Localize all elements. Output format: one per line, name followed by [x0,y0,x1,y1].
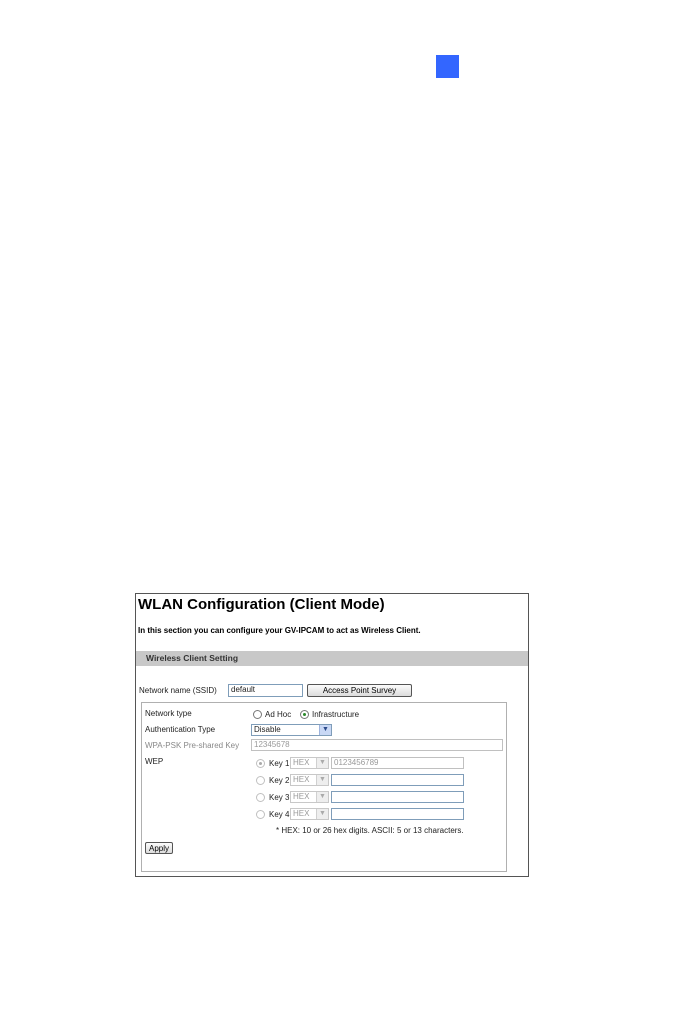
wep-key-4-label: Key 4 [269,810,290,819]
auth-type-label: Authentication Type [145,725,216,734]
wep-key-2-label: Key 2 [269,776,290,785]
wep-key-1-format-select[interactable] [290,757,329,769]
section-title: Wireless Client Setting [146,653,239,663]
auth-type-select[interactable] [251,724,332,736]
infrastructure-label: Infrastructure [312,710,360,719]
radio-selected-dot [259,762,262,765]
wep-key-2-format-select[interactable] [290,774,329,786]
network-type-label: Network type [145,709,192,718]
wep-key-3-format-select[interactable] [290,791,329,803]
settings-panel [141,702,507,872]
ssid-label: Network name (SSID) [139,686,217,695]
wep-key-1-label: Key 1 [269,759,290,768]
wep-key-4-input[interactable] [331,808,464,820]
wep-key-1-input[interactable]: 0123456789 [331,757,464,769]
ssid-input[interactable]: default [228,684,303,697]
chevron-down-icon[interactable]: ▼ [316,775,328,785]
wpa-key-label: WPA-PSK Pre-shared Key [145,741,240,750]
chevron-down-icon[interactable]: ▼ [319,725,331,735]
auth-type-value: Disable [254,725,281,734]
wep-key-2-radio[interactable] [256,776,265,785]
chevron-down-icon[interactable]: ▼ [316,792,328,802]
wep-key-4-format-select[interactable] [290,808,329,820]
wep-label: WEP [145,757,164,766]
radio-selected-dot [303,713,306,716]
adhoc-label: Ad Hoc [265,710,292,719]
wep-key-3-input[interactable] [331,791,464,803]
wlan-config-screenshot [135,593,529,877]
wep-key-1-radio[interactable] [256,759,265,768]
section-header [136,651,528,666]
wep-key-2-input[interactable] [331,774,464,786]
wep-key-3-label: Key 3 [269,793,290,802]
page-marker [436,55,459,78]
wep-key-4-radio[interactable] [256,810,265,819]
infrastructure-radio[interactable] [300,710,309,719]
wpa-key-input[interactable]: 12345678 [251,739,503,751]
page-title: WLAN Configuration (Client Mode) [138,596,385,613]
adhoc-radio[interactable] [253,710,262,719]
wep-note: * HEX: 10 or 26 hex digits. ASCII: 5 or 13 characters. [276,826,464,835]
wep-key-2-format: HEX [293,775,310,784]
wep-key-3-format: HEX [293,792,310,801]
apply-button[interactable]: Apply [145,842,173,854]
page-subtitle: In this section you can configure your GV-IPCAM to act as Wireless Client. [138,626,421,635]
chevron-down-icon[interactable]: ▼ [316,758,328,768]
chevron-down-icon[interactable]: ▼ [316,809,328,819]
wep-key-3-radio[interactable] [256,793,265,802]
access-point-survey-button[interactable]: Access Point Survey [307,684,412,697]
wep-key-4-format: HEX [293,809,310,818]
wep-key-1-format: HEX [293,758,310,767]
